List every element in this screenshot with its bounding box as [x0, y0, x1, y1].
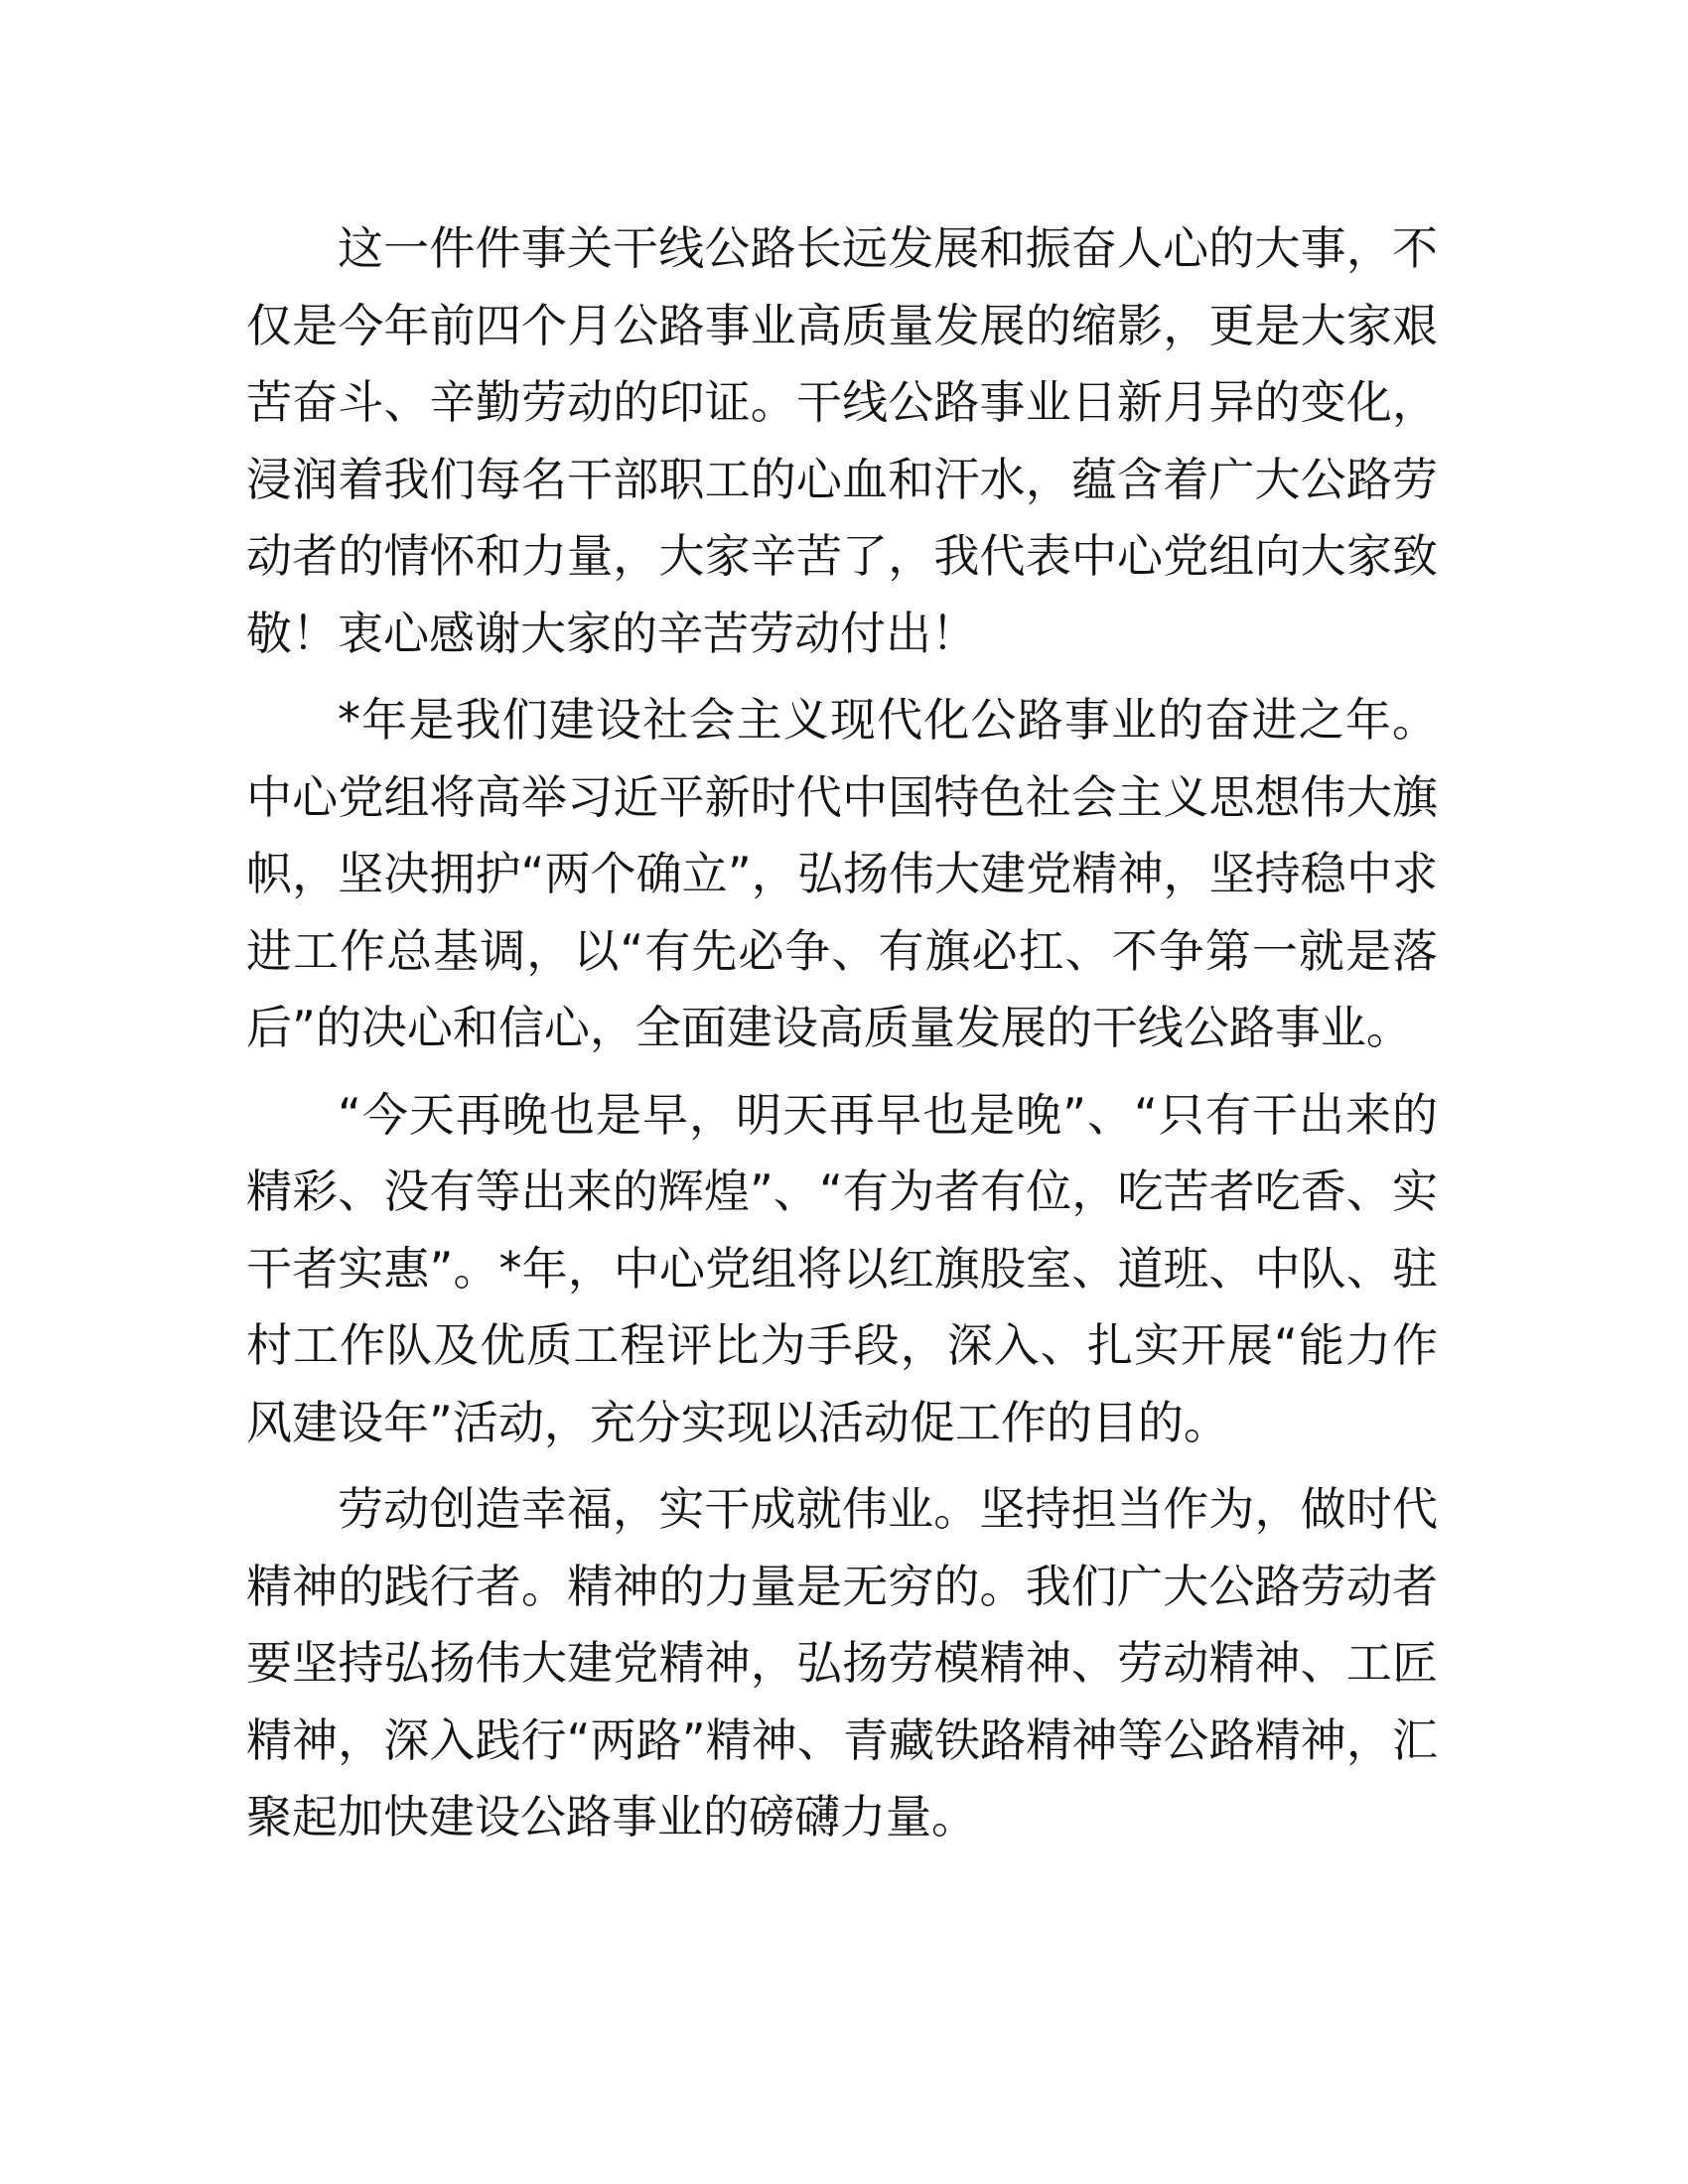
- paragraph-1: 这一件件事关干线公路长远发展和振奋人心的大事，不仅是今年前四个月公路事业高质量发展的缩影，更是大家艰苦奋斗、辛勤劳动的印证。干线公路事业日新月异的变化，浸润着我们每名干部职工的心血和汗水，蕴含着广大公路劳动者的情怀和力量，大家辛苦了，我代表中心党组向大家致敬！衷心感谢大家的辛苦劳动付出！: [246, 221, 1438, 660]
- paragraph-4: 劳动创造幸福，实干成就伟业。坚持担当作为，做时代精神的践行者。精神的力量是无穷的。我们广大公路劳动者要坚持弘扬伟大建党精神，弘扬劳模精神、劳动精神、工匠精神，深入践行“两路”精神、青藏铁路精神等公路精神，汇聚起加快建设公路事业的磅礴力量。: [246, 1482, 1438, 1843]
- document-body: [246, 210, 1438, 1856]
- paragraph-2: *年是我们建设社会主义现代化公路事业的奋进之年。中心党组将高举习近平新时代中国特色社会主义思想伟大旗帜，坚决拥护“两个确立”，弘扬伟大建党精神，坚持稳中求进工作总基调，以“有先必争、有旗必扛、不争第一就是落后”的决心和信心，全面建设高质量发展的干线公路事业。: [246, 693, 1438, 1054]
- paragraph-3: “今天再晚也是早，明天再早也是晚”、“只有干出来的精彩、没有等出来的辉煌”、“有为者有位，吃苦者吃香、实干者实惠”。*年，中心党组将以红旗股室、道班、中队、驻村工作队及优质工程评比为手段，深入、扎实开展“能力作风建设年”活动，充分实现以活动促工作的目的。: [246, 1087, 1438, 1449]
